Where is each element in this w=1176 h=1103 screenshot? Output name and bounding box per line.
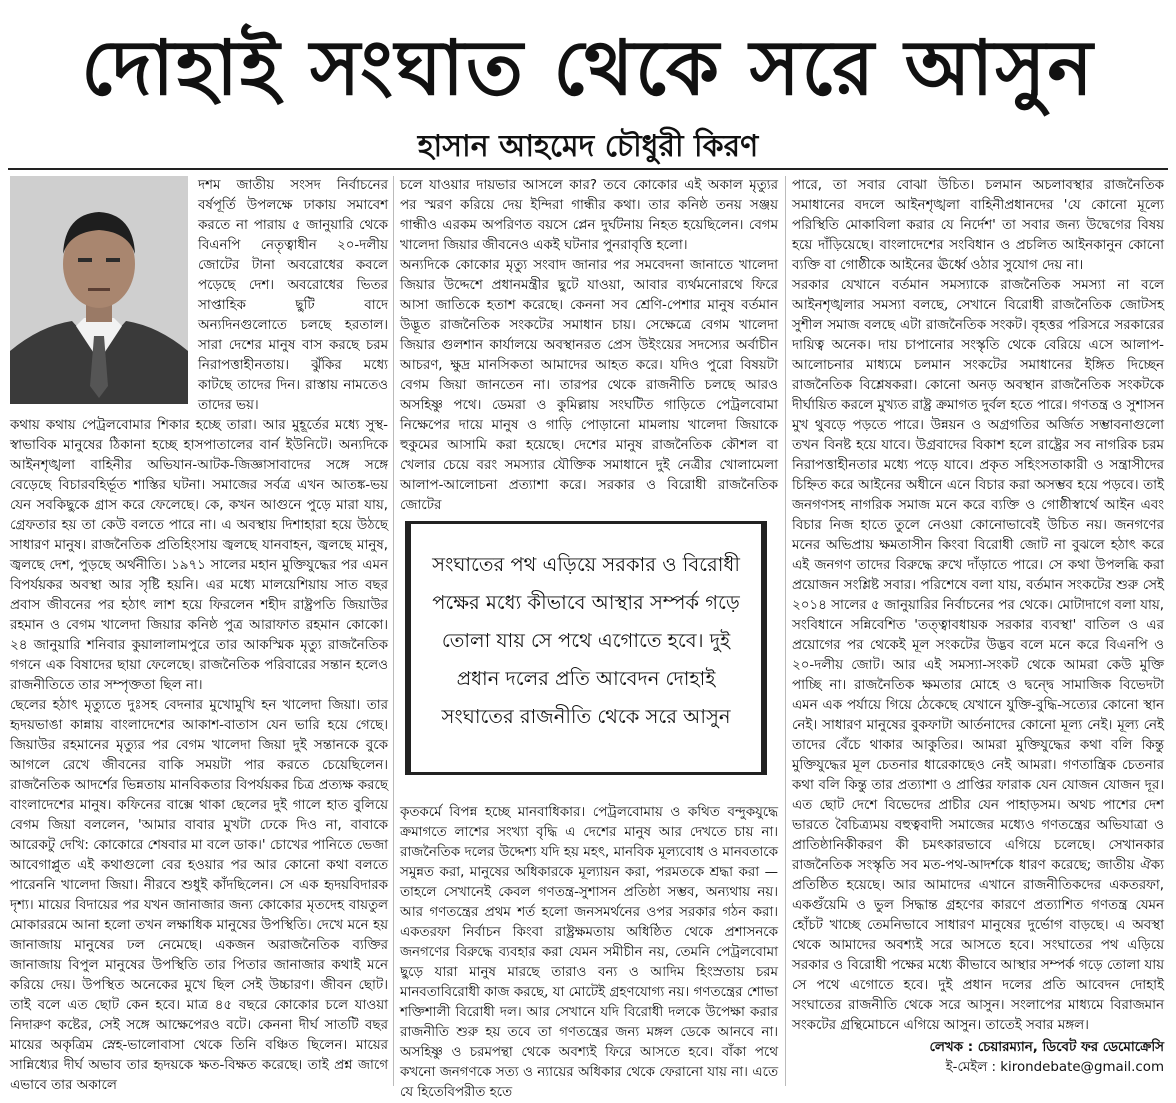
article-paragraph: সরকার যেখানে বর্তমান সমস্যাকে রাজনৈতিক সমস্যা না বলে আইনশৃঙ্খলার সমস্যা বলছে, সেখানে বিরোধী রাজনৈতিক জোটসহ সুশীল সমাজ বলছে এটা রাজনৈতিক সংকট। বৃহত্তর পরিসরে সরকারের দায়িত্ব অনেক। দায় চাপানোর সংস্কৃতি থেকে বেরিয়ে এসে আলাপ-আলোচনার মাধ্যমে চলমান সংকটের সমাধানের ইঙ্গিত দিচ্ছেন রাজনৈতিক বিশ্লেষকরা। কোনো অনড় অবস্থান রাজনৈতিক সংকটকে দীর্ঘায়িত করলে মুখ্যত রাষ্ট্র ক্রমাগত দুর্বল হতে পারে। গণতন্ত্র ও সুশাসন মুখ থুবড়ে পড়তে পারে। উন্নয়ন ও অগ্রগতির অর্জিত সম্ভাবনাগুলো তখন বিনষ্ট হয়ে যাবে। উগ্রবাদের বিকাশ হলে রাষ্ট্রের সব নাগরিক চরম নিরাপত্তাহীনতার মধ্যে পড়ে যাবে। প্রকৃত সহিংসতাকারী ও সন্ত্রাসীদের চিহ্নিত করে আইনের অধীনে এনে বিচার করা অসম্ভব হয়ে পড়বে। তাই জনগণসহ নাগরিক সমাজ মনে করে ব্যক্তি ও গোষ্ঠীস্বার্থে আইন এবং বিচার নিজ হাতে তুলে নেওয়া কোনোভাবেই উচিত নয়। জনগণের মনের অভিপ্রায় ক্ষমতাসীন কিংবা বিরোধী জোট না বুঝলে হঠাৎ করে এই জনগণ তাদের বিরুদ্ধে রুখে দাঁড়াতে পারে। সে কথা উপলব্ধি করা প্রয়োজন সংশ্লিষ্ট সবার। পরিশেষে বলা যায়, বর্তমান সংকটের শুরু সেই ২০১৪ সালের ৫ জানুয়ারির নির্বাচনের পর থেকে। মোটাদাগে বলা যায়, সংবিধানে সন্নিবেশিত 'তত্ত্বাবধায়ক সরকার ব্যবস্থা' বাতিল ও এর প্রয়োগের পর থেকেই মূল সংকটের উদ্ভব বলে মনে করে বিএনপি ও ২০-দলীয় জোট। আর এই সমস্যা-সংকট থেকে আমরা কেউ মুক্তি পাচ্ছি না। রাজনৈতিক ক্ষমতার মোহে ও দ্বন্দ্বে সামাজিক বিভেদটা এমন এক পর্যায়ে গিয়ে ঠেকেছে যেখানে যুক্তি-বুদ্ধি-সত্যের কোনো স্থান নেই। সাধারণ মানুষের বুকফাটা আর্তনাদের কোনো মূল্য নেই। মূল্য নেই তাদের বেঁচে থাকার আকুতির। আমরা মুক্তিযুদ্ধের কথা বলি কিন্তু মুক্তিযুদ্ধের মূল চেতনার ধারেকাছেও নেই আমরা। গণতান্ত্রিক চেতনার কথা বলি কিন্তু তার প্রত্যাশা ও প্রাপ্তির ফারাক যেন যোজন যোজন দূর। এত ছোট দেশে বিভেদের প্রাচীর যেন পাহাড়সম। অথচ পাশের দেশ ভারতে বৈচিত্র্যময় বহুত্ববাদী সমাজের মধ্যেও গণতন্ত্রের অভিযাত্রা ও প্রাতিষ্ঠানিকীকরণ কী চমৎকারভাবে এগিয়ে চলেছে। সেখানকার রাজনৈতিক সংস্কৃতি সব মত-পথ-আদর্শকে ধারণ করেছে; জাতীয় ঐক্য প্রতিষ্ঠিত হয়েছে। আর আমাদের এখানে রাজনীতিকদের একতরফা, একগুঁয়েমি ও ভুল সিদ্ধান্ত গ্রহণের কারণে প্রত্যাশিত গণতন্ত্র যেমন হোঁচট খাচ্ছে তেমনিভাবে সাধারণ মানুষের দুর্ভোগ বাড়ছে। এ অবস্থা থেকে আমাদের অবশ্যই সরে আসতে হবে। সংঘাতের পথ এড়িয়ে সরকার ও বিরোধী পক্ষের মধ্যে কীভাবে আস্থার সম্পর্ক গড়ে তোলা যায় সে পথে এগোতে হবে। দুই প্রধান দলের প্রতি আবেদন দোহাই সংঘাতের রাজনীতি থেকে সরে আসুন। সংলাপের মাধ্যমে বিরাজমান সংকটের গ্রন্থিমোচনে এগিয়ে আসুন। তাতেই সবার মঙ্গল। bbox=[792, 278, 1164, 1033]
author-portrait-image bbox=[10, 176, 188, 404]
column-3-body bbox=[792, 176, 1164, 1038]
column-divider bbox=[785, 176, 786, 1086]
headline: দোহাই সংঘাত থেকে সরে আসুন bbox=[81, 23, 1095, 112]
byline: হাসান আহমেদ চৌধুরী কিরণ bbox=[417, 129, 759, 164]
article-paragraph: পারে, তা সবার বোঝা উচিত। চলমান অচলাবস্থার রাজনৈতিক সমাধানের বদলে আইনশৃঙ্খলা বাহিনীপ্রধানদের 'যে কোনো মূল্যে পরিস্থিতি মোকাবিলা করার যে নির্দেশ' তা সবার জন্য উদ্বেগের বিষয় হয়ে দাঁড়িয়েছে। বাংলাদেশের সংবিধান ও প্রচলিত আইনকানুন কোনো ব্যক্তি বা গোষ্ঠীকে আইনের ঊর্ধ্বে ওঠার সুযোগ দেয় না। bbox=[792, 178, 1164, 273]
article-paragraph: দশম জাতীয় সংসদ নির্বাচনের বর্ষপূর্তি উপলক্ষে ঢাকায় সমাবেশ করতে না পারায় ৫ জানুয়ারি থেকে বিএনপি নেতৃত্বাধীন ২০-দলীয় জোটের টানা অবরোধের কবলে পড়েছে দেশ। অবরোধের ভিতর সাপ্তাহিক ছুটি বাদে অন্যদিনগুলোতে চলছে হরতাল। সারা দেশের মানুষ বাস করছে চরম নিরাপত্তাহীনতায়। ঝুঁকির মধ্যে কাটছে তাদের দিন। রাস্তায় নামতেও তাদের ভয়। bbox=[198, 178, 388, 413]
author-note: লেখক : চেয়ারম্যান, ডিবেট ফর ডেমোক্রেসি bbox=[929, 1040, 1164, 1055]
column-2-bottom bbox=[400, 790, 778, 1101]
column-divider bbox=[393, 176, 394, 1086]
article-paragraph: কৃতকর্মে বিপন্ন হচ্ছে মানবাধিকার। পেট্রলবোমায় ও কথিত বন্দুকযুদ্ধে ক্রমাগতে লাশের সংখ্যা বৃদ্ধি এ দেশের মানুষ আর দেখতে চায় না। রাজনৈতিক দলের উদ্দেশ্য যদি হয় মহৎ, মানবিক মূল্যবোধ ও মানবতাকে সমুন্নত করা, মানুষের অধিকারকে মূল্যায়ন করা, পরমতকে শ্রদ্ধা করা — তাহলে সেখানেই কেবল গণতন্ত্র-সুশাসন প্রতিষ্ঠা সম্ভব, অন্যথায় নয়। আর গণতন্ত্রের প্রথম শর্ত হলো জনসমর্থনের ওপর সরকার গঠন করা। একতরফা নির্বাচন কিংবা রাষ্ট্রক্ষমতায় অধিষ্ঠিত থেকে প্রশাসনকে জনগণের বিরুদ্ধে ব্যবহার করা যেমন সমীচীন নয়, তেমনি পেট্রলবোমা ছুড়ে যারা মানুষ মারছে তারাও বন্য ও আদিম হিংস্রতায় চরম মানবতাবিরোধী কাজ করছে, যা মোটেই গ্রহণযোগ্য নয়। গণতন্ত্রের শোভা শক্তিশালী বিরোধী দল। আর সেখানে যদি বিরোধী দলকে উপেক্ষা করার রাজনীতি শুরু হয় তবে তা গণতন্ত্রের জন্য মঙ্গল ডেকে আনবে না। অসহিষ্ণু ও চরমপন্থা থেকে অবশ্যই ফিরে আসতে হবে। বাঁকা পথে কখনো জনগণকে সত্য ও ন্যায়ের অধিকার থেকে ফেরানো যায় না। এতে যে হিতেবিপরীত হতে bbox=[400, 805, 778, 1101]
column-2-top bbox=[400, 176, 778, 516]
article-paragraph: চলে যাওয়ার দায়ভার আসলে কার? তবে কোকোর এই অকাল মৃত্যুর পর স্মরণ করিয়ে দেয় ইন্দিরা গান্ধীর কথা। তার কনিষ্ঠ তনয় সঞ্জয় গান্ধীও এরকম অপরিণত বয়সে প্লেন দুর্ঘটনায় নিহত হয়েছিলেন। বেগম খালেদা জিয়ার জীবনেও একই ঘটনার পুনরাবৃত্তি হলো। bbox=[400, 178, 778, 253]
column-1 bbox=[10, 176, 388, 1093]
column-3 bbox=[792, 176, 1164, 1086]
author-photo bbox=[10, 176, 188, 404]
pull-quote: সংঘাতের পথ এড়িয়ে সরকার ও বিরোধী পক্ষের মধ্যে কীভাবে আস্থার সম্পর্ক গড়ে তোলা যায় সে পথে এগোতে হবে। দুই প্রধান দলের প্রতি আবেদন দোহাই সংঘাতের রাজনীতি থেকে সরে আসুন bbox=[405, 521, 767, 775]
header-rule bbox=[8, 168, 1168, 170]
author-email: ই-মেইল : kirondebate@gmail.com bbox=[945, 1060, 1164, 1075]
article-paragraph: অন্যদিকে কোকোর মৃত্যু সংবাদ জানার পর সমবেদনা জানাতে খালেদা জিয়ার উদ্দেশে প্রধানমন্ত্রীর ছুটে যাওয়া, আবার ব্যর্থমনোরথে ফিরে আসা জাতিকে হতাশ করেছে। কেননা সব শ্রেণি-পেশার মানুষ বর্তমান উদ্ভূত রাজনৈতিক সংকটের সমাধান চায়। সেক্ষেত্রে বেগম খালেদা জিয়ার গুলশান কার্যালয়ে অবস্থানরত প্রেস উইংয়ের সদস্যের অর্বাচীন আচরণ, ক্ষুদ্র মানসিকতা আমাদের আহত করে। যদিও পুরো বিষয়টা বেগম জিয়া জানতেন না। তারপর থেকে রাজনীতি চলছে আরও অসহিষ্ণু পথে। ডেমরা ও কুমিল্লায় সংঘটিত গাড়িতে পেট্রলবোমা নিক্ষেপের দায়ে মানুষ ও গাড়ি পোড়ানো মামলায় খালেদা জিয়াকে হুকুমের আসামি করা হয়েছে। দেশের মানুষ রাজনৈতিক কৌশল বা খেলার চেয়ে বরং সমস্যার যৌক্তিক সমাধানে দুই নেত্রীর খোলামেলা আলাপ-আলোচনা প্রত্যাশা করে। সরকার ও বিরোধী রাজনৈতিক জোটের bbox=[400, 258, 778, 513]
article-paragraph: ছেলের হঠাৎ মৃত্যুতে দুঃসহ বেদনার মুখোমুখি হন খালেদা জিয়া। তার হৃদয়ভাঙা কান্নায় বাংলাদেশের আকাশ-বাতাস যেন ভারি হয়ে গেছে। জিয়াউর রহমানের মৃত্যুর পর বেগম খালেদা জিয়া দুই সন্তানকে বুকে আগলে রেখে জীবনের বাকি সময়টা পার করতে চেয়েছিলেন। রাজনৈতিক আদর্শের ভিন্নতায় মানবিকতার বিপর্যয়কর চিত্র প্রত্যক্ষ করছে বাংলাদেশের মানুষ। কফিনের বাক্সে থাকা ছেলের দুই গালে হাত বুলিয়ে বেগম জিয়া বললেন, 'আমার বাবার মুখটা ঢেকে দিও না, বাবাকে আরেকটু দেখি: কোকোরে শেষবার মা বলে ডাক।' চোখের পানিতে ভেজা আবেগাপ্লুত এই কথাগুলো বের হওয়ার পর আর কোনো কথা বলতে পারেননি খালেদা জিয়া। নীরবে শুধুই কাঁদছিলেন। সে এক হৃদয়বিদারক দৃশ্য। মায়ের বিদায়ের পর যখন জানাজার জন্য কোকোর মৃতদেহ বায়তুল মোকাররমে আনা হলো তখন লক্ষাধিক মানুষের উপস্থিতি। দেখে মনে হয় জানাজায় মানুষের ঢল নেমেছে। একজন অরাজনৈতিক ব্যক্তির জানাজায় বিপুল মানুষের উপস্থিতি তার পিতার জানাজার কথাই মনে করিয়ে দেয়। উপস্থিত অনেকের মুখে ছিল সেই উচ্চারণ। জীবন ছোট। তাই বলে এত ছোট কেন হবে। মাত্র ৪৫ বছরে কোকোর চলে যাওয়া নিদারুণ কষ্টের, সেই সঙ্গে আক্ষেপেরও বটে। কেননা দীর্ঘ সাতটি বছর মায়ের অকৃত্রিম স্নেহ-ভালোবাসা থেকে তিনি বঞ্চিত ছিলেন। মায়ের সান্নিধ্যের দীর্ঘ অভাব তার হৃদয়কে ক্ষত-বিক্ষত করেছে। তাই প্রশ্ন জাগে এভাবে তার অকালে bbox=[10, 698, 388, 1093]
article-paragraph: কথায় কথায় পেট্রলবোমার শিকার হচ্ছে তারা। আর মুহূর্তের মধ্যে সুস্থ-স্বাভাবিক মানুষের ঠিকানা হচ্ছে হাসপাতালের বার্ন ইউনিটে। অন্যদিকে আইনশৃঙ্খলা বাহিনীর অভিযান-আটক-জিজ্ঞাসাবাদের সঙ্গে সঙ্গে বেড়েছে বিচারবহির্ভূত শাস্তির ঘটনা। সমাজের সর্বত্র এখন আতঙ্ক-ভয় যেন সবকিছুকে গ্রাস করে ফেলেছে। কে, কখন আগুনে পুড়ে মারা যায়, গ্রেফতার হয় তা কেউ বলতে পারে না। এ অবস্থায় দিশাহারা হয়ে উঠছে সাধারণ মানুষ। রাজনৈতিক প্রতিহিংসায় জ্বলছে যানবাহন, জ্বলছে মানুষ, জ্বলছে দেশ, পুড়ছে অর্থনীতি। ১৯৭১ সালের মহান মুক্তিযুদ্ধের পর এমন বিপর্যয়কর অবস্থা আর সৃষ্টি হয়নি। এর মধ্যে মালয়েশিয়ায় সাত বছর প্রবাস জীবনের পর হঠাৎ লাশ হয়ে ফিরলেন শহীদ রাষ্ট্রপতি জিয়াউর রহমান ও বেগম খালেদা জিয়ার কনিষ্ঠ পুত্র আরাফাত রহমান কোকো। ২৪ জানুয়ারি শনিবার কুয়ালালামপুরে তার আকস্মিক মৃত্যু রাজনৈতিক গগনে এক বিষাদের ছায়া ফেলেছে। রাজনৈতিক পরিবারের সন্তান হলেও রাজনীতিতে তার সম্পৃক্ততা ছিল না। bbox=[10, 418, 388, 693]
